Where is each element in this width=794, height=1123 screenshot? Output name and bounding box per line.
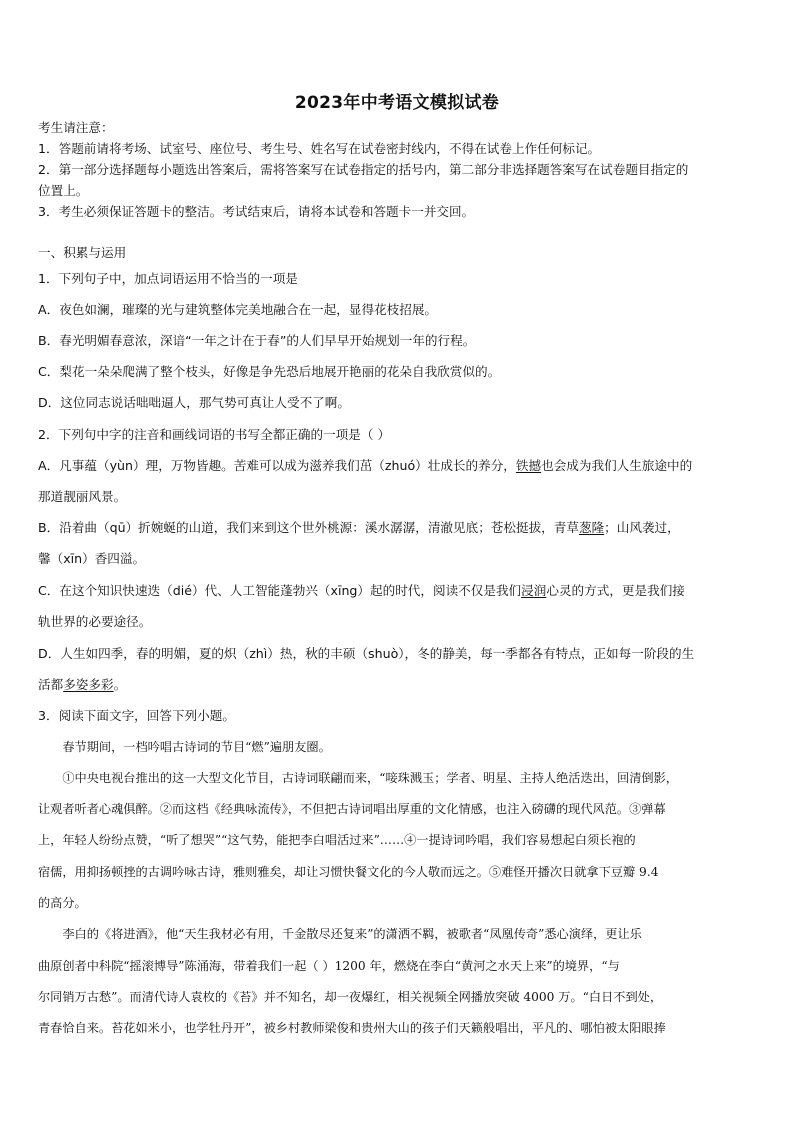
q2-option-d-cont	[38, 676, 758, 694]
passage-line: 曲原创者中科院“摇滚博导”陈涌海，带着我们一起（ ）1200 年，燃烧在李白“黄河之水天上来”的境界，“与	[38, 959, 620, 973]
section-heading: 一、积累与运用	[38, 245, 127, 260]
q1-option-d: D．这位同志说话咄咄逼人，那气势可真让人受不了啊。	[38, 395, 350, 410]
q2-option-b-underlined: 葱隆	[578, 520, 605, 535]
q2-option-c-text-end: 心灵的方式，更是我们接	[546, 583, 685, 598]
passage-line: ①中央电视台推出的这一大型文化节目，古诗词联翩而来，“唼珠溅玉；学者、明星、主持人绝活迭出，回清倒影，	[38, 771, 678, 785]
q2-option-a-text: A．凡事蕴（yùn）理，万物皆趣。苦难可以成为滋养我们茁（zhuó）壮成长的养分，	[38, 458, 516, 473]
page-title: 2023年中考语文模拟试卷	[294, 93, 500, 113]
q2-option-c-cont: 轨世界的必要途径。	[38, 614, 152, 629]
q2-option-b	[38, 519, 758, 537]
q1-stem: 1．下列句子中，加点词语运用不恰当的一项是	[38, 271, 298, 286]
notice-heading: 考生请注意：	[38, 120, 114, 135]
q2-option-b-cont: 馨（xīn）香四溢。	[38, 551, 146, 566]
passage-line: 李白的《将进酒》，他“天生我材必有用，千金散尽还复来”的潇洒不羁，被歌者“凤凰传奇”悉心演绎，更让乐	[38, 927, 642, 941]
q1-option-a: A．夜色如澜，璀璨的光与建筑整体完美地融合在一起，显得花枝招展。	[38, 302, 438, 317]
q2-option-c-text: C．在这个知识快速迭（dié）代、人工智能蓬勃兴（xīng）起的时代，阅读不仅是我们	[38, 583, 522, 598]
notice-item-1: 1．答题前请将考场、试室号、座位号、考生号、姓名写在试卷密封线内，不得在试卷上作任何标记。	[38, 141, 601, 156]
notice-item-2-cont: 位置上。	[38, 183, 89, 198]
q2-option-d-text-end: 。	[113, 677, 127, 692]
q1-option-c: C．梨花一朵朵爬满了整个枝头，好像是争先恐后地展开艳丽的花朵自我欣赏似的。	[38, 364, 501, 379]
q2-option-c-underlined: 浸润	[521, 583, 547, 598]
q2-option-b-text-end: ；山风袭过，	[604, 520, 680, 535]
q2-option-a-underlined: 铁撼	[515, 458, 542, 473]
passage-line: 宿儒，用抑扬顿挫的古调吟咏古诗，雅则雅矣，却让习惯快餐文化的今人敬而远之。⑤难怪开播次日就拿下豆瓣 9.4	[38, 865, 659, 879]
q2-option-d-underlined: 多姿多彩	[63, 677, 114, 692]
q1-option-b: B．春光明媚春意浓，深谙“一年之计在于春”的人们早早开始规划一年的行程。	[38, 333, 476, 348]
q2-option-b-text: B．沿着曲（qū）折婉蜒的山道，我们来到这个世外桃源：溪水潺潺，清澈见底；苍松挺拔，青草	[38, 520, 579, 535]
passage-line: 青春恰自来。苔花如米小，也学牡丹开”，被乡村教师梁俊和贵州大山的孩子们天籁般唱出，平凡的、哪怕被太阳眼捧	[38, 1021, 666, 1035]
passage-line: 让观者听者心魂俱醉。②而这档《经典咏流传》，不但把古诗词唱出厚重的文化情感，也注入磅礴的现代风范。③弹幕	[38, 802, 666, 816]
passage-line: 上，年轻人纷纷点赞，“听了想哭”“这气势，能把李白唱活过来”……④一提诗词吟唱，我们容易想起白须长袍的	[38, 833, 636, 847]
passage-line: 尔同销万古愁”。而清代诗人袁枚的《苔》并不知名，却一夜爆红，相关视频全网播放突破 4000 万。“白日不到处，	[38, 990, 663, 1004]
notice-item-3: 3．考生必须保证答题卡的整洁。考试结束后，请将本试卷和答题卡一并交回。	[38, 204, 475, 219]
passage-line: 的高分。	[38, 896, 87, 910]
q2-option-d: D．人生如四季，春的明媚，夏的炽（zhì）热，秋的丰硕（shuò），冬的静美，每一季都各有特点，正如每一阶段的生	[38, 646, 695, 661]
passage-line: 春节期间，一档吟唱古诗词的节目“燃”遍朋友圈。	[38, 740, 331, 754]
notice-item-2: 2．第一部分选择题每小题选出答案后，需将答案写在试卷指定的括号内，第二部分非选择题答案写在试卷题目指定的	[38, 162, 689, 177]
q2-option-a-cont: 那道靓丽风景。	[38, 489, 127, 504]
q2-option-a-text-end: 也会成为我们人生旅途中的	[541, 458, 693, 473]
q3-stem: 3．阅读下面文字，回答下列小题。	[38, 708, 235, 723]
q2-option-d-text: 活都	[38, 677, 64, 692]
q2-option-c	[38, 582, 758, 600]
q2-option-a	[38, 457, 758, 475]
q2-stem: 2．下列句中字的注音和画线词语的书写全都正确的一项是（ ）	[38, 427, 391, 442]
